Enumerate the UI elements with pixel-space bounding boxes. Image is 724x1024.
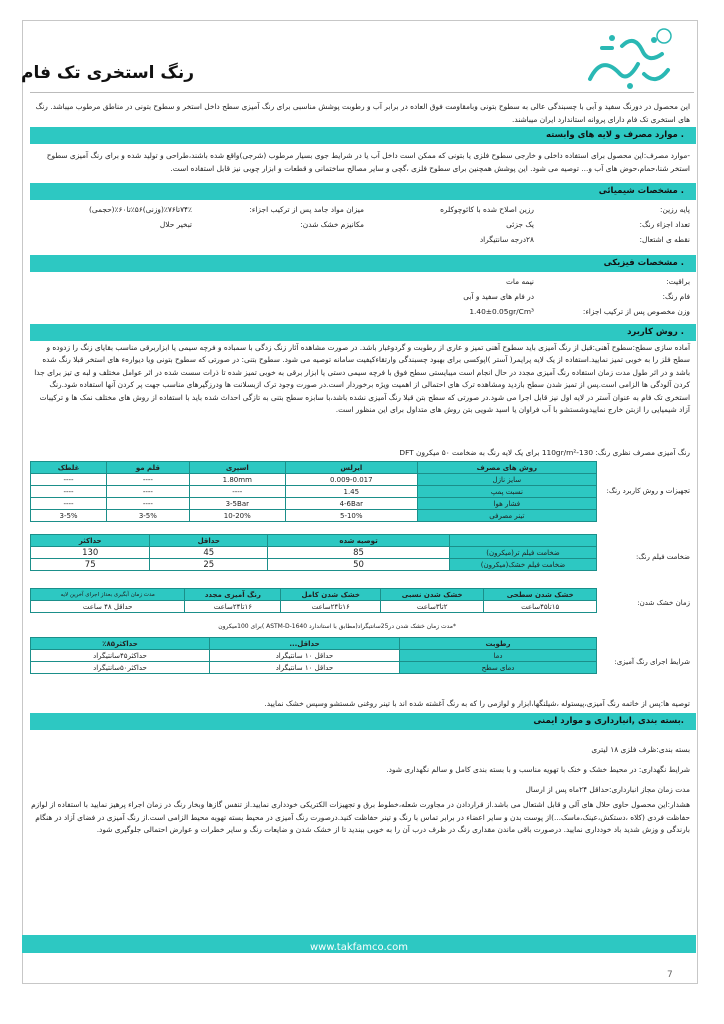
equipment-label: تجهیزات و روش کاربرد رنگ: (606, 487, 690, 495)
page-number: 7 (667, 970, 673, 980)
application-text: آماده سازی سطح:سطوح آهنی:قبل از رنگ آمیزی باید سطوح آهنی تمیز و عاری از رطوبت و گردوغبار باشد. در صورت مشاهده آثار زنگ زدگی با سمباده و فرچه سیمی یا ابزاربرقی مناسب بقایای زنگ را زدوده و سطح فلز را به خوبی تمیز نمایید.استفاده از یک لایه پرایمر( آستر )اپوکسی برای بهبود چسبندگی وارتقاءکیفیت سامانه توصیه می شود. سطوح بتنی: در صورتی که سطوح بتونی ویا دیوارهء های استخر قبلا رنگ شده باشد و در اثر طول مدت زمان استفاده رنگ آمیزی مجدد در حال انجام است میبایستی سطح فوق با فرچه سیمی دستی یا ابزار برقی به خوبی تمیز شده تا ذرات سست شده در اثر عوامل مختلف و لبه ی تیز برای جدا کردن آلودگی ها الزامی است.پس از تمیز شدن سطح بازدید ومشاهده ترک های احتمالی از اهمیت ویژه برخوردار است.در صورت وجود ترک ازبسلانت ها ودرزگیرهای مناسب جهت پر کردن آنها استفاده شود.رنگ استخری تک فام به عنوان آستر در لایه اول نیز قابل اجرا می شود.در صورتی که سطح بتن قبلا رنگ آمیزی نشده باشد،با سابزه سطح بتنی به تازگی احداث شده باید با استفاده از روش های مختلف نمک ها و ترکیبات آزاد شیمیایی را ازبتن خارج نماییدوشستشو با آب فراوان یا اسید شویی بتن روش های متداول برای این منظور است. (34, 343, 690, 415)
cond-cell: دمای سطح (400, 662, 597, 674)
cond-header: حداقل... (209, 638, 399, 650)
chem-value-5: ۲۸درجه سانتیگراد (479, 235, 534, 244)
cond-cell: حداکثر۵۰سانتیگراد (31, 662, 210, 674)
chem-label-5: نقطه ی اشتعال: (639, 235, 690, 244)
chem-value-1: رزین اصلاح شده با کائوچوکلره (440, 205, 534, 214)
section-title-packaging: .بسته بندی ,انبارداری و موارد ایمنی (533, 716, 684, 726)
phys-label-3: وزن مخصوص پس از ترکیب اجزاء: (582, 307, 690, 316)
eq-header: روش های مصرف (417, 462, 596, 474)
drying-time-table (30, 588, 597, 613)
eq-cell: فشار هوا (417, 498, 596, 510)
eq-cell: 3-5% (107, 510, 190, 522)
footer-bar (22, 935, 696, 953)
eq-cell: 0.009-0.017 (285, 474, 417, 486)
cond-cell: حداکثر۴۵سانتیگراد (31, 650, 210, 662)
section-bar-chemical (30, 183, 696, 200)
eq-cell: ---- (31, 486, 107, 498)
eq-cell: 10-20% (189, 510, 285, 522)
eq-cell: نسبت پمپ (417, 486, 596, 498)
eq-cell: سایز نازل (417, 474, 596, 486)
drying-time-label: زمان خشک شدن: (637, 599, 690, 607)
drying-note: *مدت زمان خشک شدن در25سانتیگراد(مطابق با استاندارد ASTM-D-1640 )برای 100میکرون (218, 623, 456, 630)
section-title-usage: . موارد مصرف و لایه های وابسته (545, 130, 684, 140)
film-header: توصیه شده (268, 535, 450, 547)
eq-header: قلم مو (107, 462, 190, 474)
film-header: حداکثر (31, 535, 150, 547)
eq-header: اسپری (189, 462, 285, 474)
section-bar-usage (30, 127, 696, 144)
eq-cell: ---- (107, 474, 190, 486)
chem-value-2: ۷۴٪تا۷۶٪(وزنی)۵۶٪تا۶۰٪(حجمی) (89, 205, 192, 214)
eq-cell: 1.80mm (189, 474, 285, 486)
brand-logo-icon (582, 24, 674, 94)
film-cell: 50 (268, 559, 450, 571)
eq-cell: 4-6Bar (285, 498, 417, 510)
dry-cell: حداقل ۴۸ ساعت (31, 601, 185, 613)
advice-text: توصیه ها:پس از خاتمه رنگ آمیزی،پیستوله ،شیلنگها،ابزار و لوازمی را که به رنگ آغشته شده اند با تینر روغنی شستشو وسپس خشک نمایید. (264, 699, 690, 708)
phys-value-2: در فام های سفید و آبی (463, 292, 534, 301)
film-cell: ضخامت فیلم خشک(میکرون) (450, 559, 597, 571)
film-thickness-label: ضخامت فیلم رنگ: (635, 553, 690, 561)
section-title-application: . روش کاربرد (627, 327, 684, 337)
application-conditions-table (30, 637, 597, 674)
eq-cell: ---- (31, 474, 107, 486)
chem-value-4: تبخیر حلال (159, 220, 192, 229)
intro-text: این محصول در دورنگ سفید و آبی با چسبندگی عالی به سطوح بتونی وبامقاومت فوق العاده در برابر آب و رطوبت پوشش مناسبی برای رنگ آمیزی سطح داخل استخر و سطوح بتونی در مناطق مرطوب میباشد. رنگ های استخری تک فام دارای پروانه استاندارد ایران میباشند. (35, 102, 690, 124)
film-cell: 25 (150, 559, 268, 571)
website-link[interactable]: www.takfamco.com (309, 942, 408, 953)
dry-header: خشک شدن سطحی (484, 589, 597, 601)
eq-cell: 5-10% (285, 510, 417, 522)
dry-header: خشک شدن کامل (281, 589, 381, 601)
dry-header: خشک شدن نسبی (381, 589, 484, 601)
eq-cell: ---- (107, 486, 190, 498)
section-bar-application (30, 324, 696, 341)
eq-cell: ---- (189, 486, 285, 498)
dry-header: رنگ آمیزی مجدد (185, 589, 281, 601)
eq-cell: 3-5Bar (189, 498, 285, 510)
equipment-table (30, 461, 597, 522)
film-header: حداقل (150, 535, 268, 547)
application-conditions-label: شرایط اجرای رنگ آمیزی: (614, 658, 690, 666)
packaging-text: بسته بندی:ظرف فلزی ۱۸ لیتری (591, 745, 690, 754)
cond-cell: حداقل ۱۰ سانتیگراد (209, 650, 399, 662)
storage-conditions-text: شرایط نگهداری: در محیط خشک و خنک با تهویه مناسب و با بسته بندی کامل و سالم نگهداری شود. (386, 765, 690, 774)
dry-cell: ۱۶تا۲۴ساعت (185, 601, 281, 613)
phys-value-1: نیمه مات (505, 277, 534, 286)
dry-header: مدت زمان آبگیری بعداز اجرای آخرین لایه (31, 589, 185, 601)
dry-cell: ۱۵تا۴۵ساعت (484, 601, 597, 613)
cond-header: رطوبت (400, 638, 597, 650)
section-title-chemical: . مشخصات شیمیائی (598, 186, 684, 196)
phys-label-2: فام رنگ: (662, 292, 690, 301)
film-header (450, 535, 597, 547)
shelf-life-text: مدت زمان مجاز انبارداری:حداقل ۲۴ماه پس از ارسال (525, 785, 690, 794)
eq-header: ایرلس (285, 462, 417, 474)
page-title: رنگ استخری تک فام (21, 63, 194, 83)
dry-cell: ۲تا۳ساعت (381, 601, 484, 613)
cond-cell: دما (400, 650, 597, 662)
eq-header: غلطک (31, 462, 107, 474)
phys-value-3: 1.40±0.05gr/Cm³ (469, 307, 534, 316)
chem-label-1: پایه رزین: (660, 205, 690, 214)
phys-label-1: براقیت: (666, 277, 690, 286)
chem-value-3: یک جزئی (506, 220, 534, 229)
safety-warning-text: هشدار:این محصول حاوی حلال های آلی و قابل اشتعال می باشد.از قراردادن در مجاورت شعله،خطوط برق و تجهیزات الکتریکی خودداری نمایید.از تنفس گازها وبخار رنگ در زمان اجراء پرهیز نمایید با استفاده از لوازم حفاظت فردی (کلاه ،دستکش،عینک،ماسک...)از پوست بدن و سایر اعضاء در برابر تماس با رنگ و تینر حفاظت کنید.درصورت رنگ آمیزی در محیط بسته تهویه محیط الزامی است.از رنگ آمیزی در فضای آزاد در هنگام بارندگی و وزش شدید باد خودداری نمایید. درصورت باقی ماندن مقداری رنگ در ظرف درب آن را به خوبی ببندید تا از خشک شدن و ضایعات رنگ و سایر خطرات و عوارض احتمالی جلوگیری شود. (31, 800, 690, 834)
cond-header: حداکثر۸۵٪ (31, 638, 210, 650)
chem-label-3: تعداد اجزاء رنگ: (639, 220, 690, 229)
usage-text: -موارد مصرف:این محصول برای استفاده داخلی و خارجی سطوح فلزی یا بتونی که ممکن است داخل آب یا در شرایط جوی بسیار مرطوب (شرجی)واقع شده باشند،طراحی و تولید شده و برای رنگ آمیزی سطوح استخر شنا،حمام،حوض های آب و... توصیه می شود. این پوشش همچنین برای سطوح فلزی ،گچی و سایر مصالح ساختمانی و قطعات و ابزار چوبی نیز قابل استفاده است. (46, 151, 690, 173)
film-cell: 75 (31, 559, 150, 571)
section-bar-physical (30, 255, 696, 272)
title-divider (30, 92, 694, 93)
film-cell: ضخامت فیلم تر(میکرون) (450, 547, 597, 559)
film-cell: 85 (268, 547, 450, 559)
section-bar-packaging (30, 713, 696, 730)
chem-label-4: مکانیزم خشک شدن: (300, 220, 364, 229)
eq-cell: ---- (107, 498, 190, 510)
cond-cell: حداقل ۱۰ سانتیگراد (209, 662, 399, 674)
dry-cell: ۱۶تا۲۴ساعت (281, 601, 381, 613)
eq-cell: تینر مصرفی (417, 510, 596, 522)
eq-cell: ---- (31, 498, 107, 510)
eq-cell: 3-5% (31, 510, 107, 522)
film-cell: 45 (150, 547, 268, 559)
consumption-text: رنگ آمیزی مصرف نظری رنگ: 110gr/m²-130 برای یک لایه رنگ به ضخامت ۵۰ میکرون DFT (399, 448, 690, 457)
film-thickness-table (30, 534, 597, 571)
film-cell: 130 (31, 547, 150, 559)
chem-label-2: میزان مواد جامد پس از ترکیب اجزاء: (249, 205, 364, 214)
section-title-physical: . مشخصات فیزیکی (603, 258, 684, 268)
eq-cell: 1.45 (285, 486, 417, 498)
